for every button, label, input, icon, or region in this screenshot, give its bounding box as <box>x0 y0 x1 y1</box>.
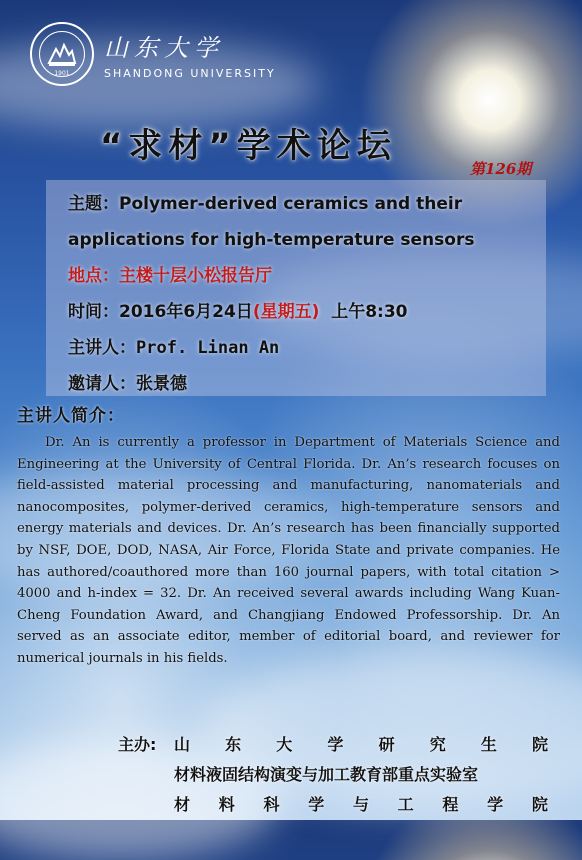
logo-year: 1901 <box>54 70 70 77</box>
inviter-label: 邀请人： <box>68 374 136 394</box>
sponsor-char: 工 <box>397 795 414 814</box>
sponsor-char: 学 <box>327 735 344 754</box>
sponsor-char: 大 <box>276 735 293 754</box>
inviter-line <box>68 366 546 402</box>
sponsor-org-3 <box>174 790 548 820</box>
speaker-intro-heading: 主讲人简介： <box>17 406 125 426</box>
time-weekday: (星期五) <box>252 302 320 322</box>
topic-text-2: applications for high-temperature sensors <box>68 230 475 250</box>
sponsor-row-2 <box>118 760 548 790</box>
speaker-line <box>68 330 546 366</box>
sponsor-char: 料 <box>218 795 235 814</box>
sponsor-block <box>118 730 548 820</box>
university-logo <box>30 22 94 86</box>
sponsor-char: 究 <box>429 735 446 754</box>
university-name-en: SHANDONG UNIVERSITY <box>104 67 276 80</box>
sponsor-char: 东 <box>225 735 242 754</box>
location-label: 地点： <box>68 266 119 286</box>
topic-line-1 <box>68 186 546 222</box>
speaker-bio: Dr. An is currently a professor in Department of Materials Science and Engineering at the University of Central Florida. Dr. An’s research focuses on field-assisted material processing and manufacturing, nanomaterials and nanocomposites, polymer-derived ceramics, high-temperature sensors and energy materials and devices. Dr. An’s research has been financially supported by NSF, DOE, DOD, NASA, Air Force, Florida State and private companies. He has authored/coauthored more than 160 journal papers, with total citation > 4000 and h-index = 32. Dr. An received several awards including Wang Kuan-Cheng Foundation Award, and Changjiang Endowed Professorship. Dr. An served as an associate editor, member of editorial board, and reviewer for numerical journals in his fields. <box>17 435 560 666</box>
time-line <box>68 294 546 330</box>
forum-title: “求材”学术论坛 <box>100 126 397 166</box>
sponsor-char: 学 <box>487 795 504 814</box>
speaker-value: Prof. Linan An <box>136 338 280 358</box>
location-value: 主楼十层小松报告厅 <box>119 266 272 286</box>
speaker-label: 主讲人： <box>68 338 136 358</box>
sponsor-char: 山 <box>174 735 191 754</box>
sponsor-char: 院 <box>531 735 548 754</box>
lecture-info-box <box>46 180 546 396</box>
university-name-cn: 山东大学 <box>104 34 224 62</box>
sponsor-char: 研 <box>378 735 395 754</box>
location-line <box>68 258 546 294</box>
university-name <box>104 28 276 80</box>
topic-line-2 <box>68 222 546 258</box>
topic-label: 主题： <box>68 194 119 214</box>
sponsor-org-1 <box>174 730 548 760</box>
sponsor-char: 院 <box>531 795 548 814</box>
poster-header <box>30 22 276 86</box>
sponsor-char: 材 <box>174 795 191 814</box>
time-label: 时间： <box>68 302 119 322</box>
sponsor-char: 生 <box>480 735 497 754</box>
sponsor-char: 学 <box>308 795 325 814</box>
sponsor-org-2: 材料液固结构演变与加工教育部重点实验室 <box>174 765 479 784</box>
issue-number: 第126期 <box>470 160 532 178</box>
sponsor-char: 与 <box>352 795 369 814</box>
topic-text-1: Polymer-derived ceramics and their <box>119 194 463 214</box>
inviter-value: 张景德 <box>136 374 187 394</box>
sponsor-label: 主办: <box>118 735 157 754</box>
time-clock: 上午8:30 <box>331 302 408 322</box>
sponsor-row-3 <box>118 790 548 820</box>
sponsor-char: 程 <box>442 795 459 814</box>
time-date: 2016年6月24日 <box>119 302 253 322</box>
mountain-icon <box>47 41 77 67</box>
sponsor-row-1 <box>118 730 548 760</box>
sponsor-char: 科 <box>263 795 280 814</box>
